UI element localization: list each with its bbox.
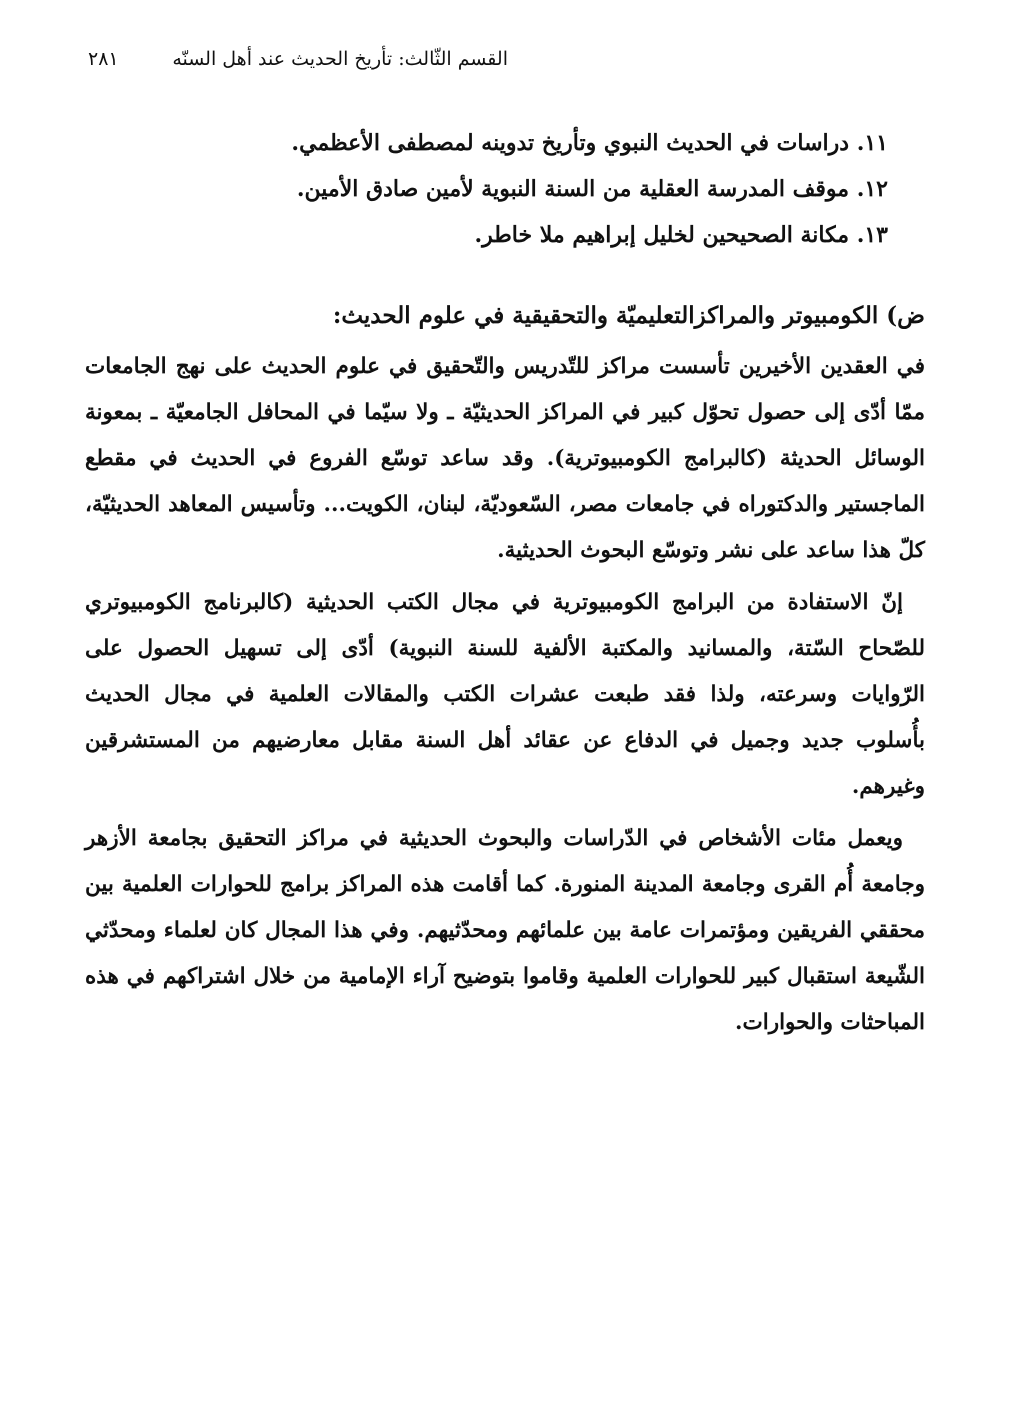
running-header-title: القسم الثّالث: تأريخ الحديث عند أهل السنّه bbox=[172, 48, 508, 70]
reference-list bbox=[248, 120, 888, 258]
running-header bbox=[88, 44, 508, 74]
body-paragraph: إنّ الاستفادة من البرامج الكومبيوترية في مجال الكتب الحديثية (كالبرنامج الكومبيوتري للصّحاح السّتة، والمسانيد والمكتبة الألفية للسنة النبوية) أدّى إلى تسهيل الحصول على الرّوايات وسرعته، ولذا فقد طبعت عشرات الكتب والمقالات العلمية في مجال الحديث بأُسلوب جديد وجميل في الدفاع عن عقائد أهل السنة مقابل معارضيهم من المستشرقين وغيرهم. bbox=[85, 590, 925, 799]
section-heading: ض) الكومبيوتر والمراكزالتعليميّة والتحقيقية في علوم الحديث: bbox=[332, 302, 925, 329]
reference-item: ١٢. موقف المدرسة العقلية من السنة النبوية لأمين صادق الأمين. bbox=[296, 176, 888, 202]
body-paragraph: في العقدين الأخيرين تأسست مراكز للتّدريس والتّحقيق في علوم الحديث على نهج الجامعات ممّا أدّى إلى حصول تحوّل كبير في المراكز الحديثيّة ـ ولا سيّما في المحافل الجامعيّة ـ بمعونة الوسائل الحديثة (كالبرامج الكومبيوترية). وقد ساعد توسّع الفروع في الحديث في مقطع الماجستير والدكتوراه في جامعات مصر، السّعوديّة، لبنان، الكويت... وتأسيس المعاهد الحديثيّة، كلّ هذا ساعد على نشر وتوسّع البحوث الحديثية. bbox=[85, 354, 925, 563]
body-paragraph: ويعمل مئات الأشخاص في الدّراسات والبحوث الحديثية في مراكز التحقيق بجامعة الأزهر وجامعة أُم القرى وجامعة المدينة المنورة. كما أقامت هذه المراكز برامج للحوارات العلمية بين محققي الفريقين ومؤتمرات عامة بين علمائهم ومحدّثيهم. وفي هذا المجال كان لعلماء ومحدّثي الشّيعة استقبال كبير للحوارات العلمية وقاموا بتوضيح آراء الإمامية من خلال اشتراكهم في هذه المباحثات والحوارات. bbox=[85, 826, 925, 1035]
reference-item: ١١. دراسات في الحديث النبوي وتأريخ تدوينه لمصطفى الأعظمي. bbox=[291, 130, 888, 156]
page-number: ٢٨١ bbox=[88, 48, 119, 70]
reference-item: ١٣. مكانة الصحيحين لخليل إبراهيم ملا خاطر. bbox=[474, 222, 888, 248]
section-body bbox=[85, 344, 925, 1052]
